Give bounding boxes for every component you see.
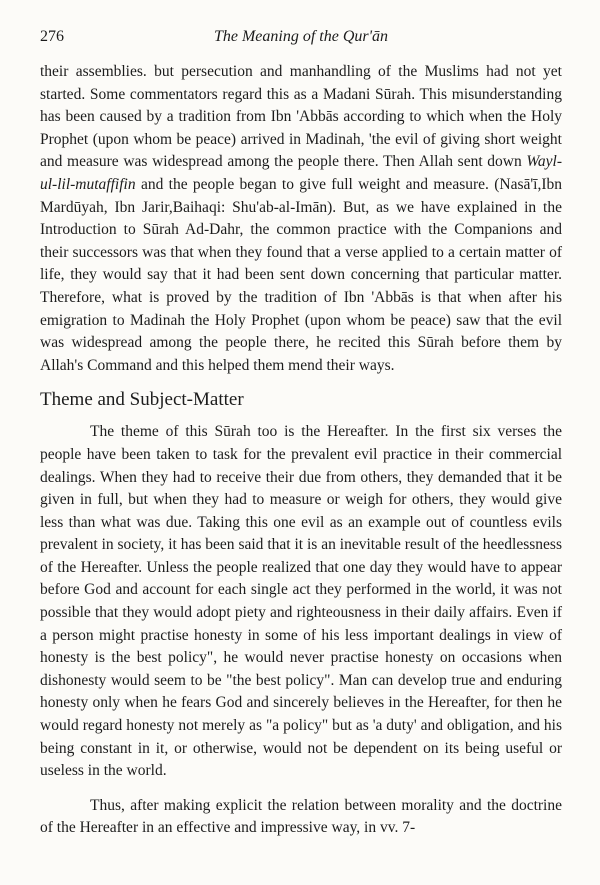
paragraph-continuation: Thus, after making explicit the relation between morality and the doctrine of the Hereafter in an effective and impressive way, in vv. 7- (40, 796, 562, 837)
running-header (40, 28, 562, 50)
page-body (40, 61, 562, 840)
paragraph-text-continued: and the people began to give full weight and measure. (Nasā'ī,Ibn Mardūyah, Ibn Jarir,Baihaqi: Shu'ab-al-Imān). But, as we have explained in the Introduction to Sūrah Ad-Dahr, the common practice with the Companions and their successors was that when they found that a verse applied to a certain matter of life, they would say that it had been sent down concerning that particular matter. Therefore, what is proved by the tradition of Ibn 'Abbās is that when after his emigration to Madinah the Holy Prophet (upon whom be peace) saw that the evil was widespread among the people there, he recited this Sūrah before them by Allah's Command and this helped them mend their ways. (40, 175, 563, 374)
paragraph-intro-context (40, 61, 562, 377)
paragraph-text: their assemblies. but persecution and manhandling of the Muslims had not yet started. Some commentators regard this as a Madani Sūrah. This misunderstanding has been caused by a tradition from Ibn 'Abbās according to which when the Holy Prophet (upon whom be peace) arrived in Madinah, 'the evil of giving short weight and measure was widespread among the people there. Then Allah sent down (40, 63, 562, 171)
paragraph-theme: The theme of this Sūrah too is the Hereafter. In the first six verses the people have been taken to task for the prevalent evil practice in their commercial dealings. When they had to receive their due from others, they demanded that it be given in full, but when they had to measure or weigh for others, they would give less than what was due. Taking this one evil as an example out of countless evils prevalent in society, it has been said that it is an inevitable result of the heedlessness of the Hereafter. Unless the people realized that one day they would have to appear before God and account for each single act they performed in the world, it was not possible that they would adopt piety and righteousness in their daily affairs. Even if a person might practise honesty in some of his less important dealings in view of honesty is the best policy", he would never practise honesty on occasions when dishonesty would seem to be "the best policy". Man can develop true and enduring honesty only when he fears God and sincerely believes in the Hereafter, for then he would regard honesty not merely as "a policy" but as 'a duty' and obligation, and his being constant in it, or otherwise, would not be dependent on its being useful or useless in the world. (40, 423, 562, 780)
book-title: The Meaning of the Qur'ān (213, 28, 389, 45)
surah-name-italic: Wayl-ul-lil-mutaffifin (40, 153, 562, 193)
paragraph-spacer (40, 783, 562, 795)
page-number: 276 (40, 28, 64, 45)
section-heading: Theme and Subject-Matter (40, 389, 244, 411)
